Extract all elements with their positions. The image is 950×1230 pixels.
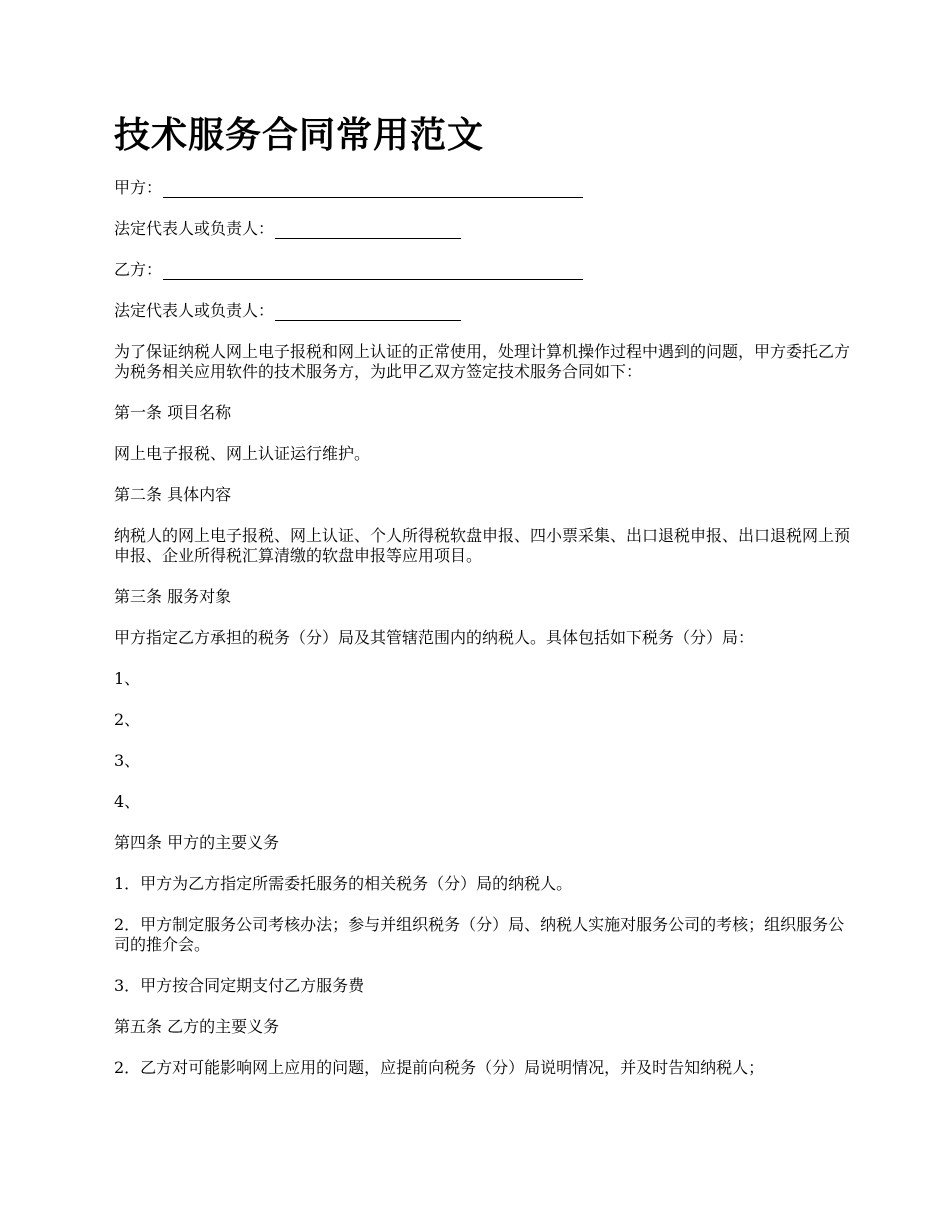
article4-item: 2．甲方制定服务公司考核办法；参与并组织税务（分）局、纳税人实施对服务公司的考核；组织服务公司的推介会。 xyxy=(114,915,845,954)
article4-item: 3．甲方按合同定期支付乙方服务费 xyxy=(114,976,365,995)
party-b-rep-label: 法定代表人或负责人： xyxy=(114,301,275,320)
party-a-rep-label: 法定代表人或负责人： xyxy=(114,219,275,238)
party-b-label: 乙方： xyxy=(114,260,163,279)
article1-heading: 第一条 项目名称 xyxy=(114,403,232,422)
article3-body: 甲方指定乙方承担的税务（分）局及其管辖范围内的纳税人。具体包括如下税务（分）局： xyxy=(114,628,755,647)
document-title: 技术服务合同常用范文 xyxy=(114,115,485,156)
party-a-field xyxy=(114,178,854,198)
article4-heading: 第四条 甲方的主要义务 xyxy=(114,833,280,852)
article5-heading: 第五条 乙方的主要义务 xyxy=(114,1017,280,1036)
party-a-label: 甲方： xyxy=(114,178,163,197)
party-a-blank xyxy=(163,181,583,198)
party-b-field xyxy=(114,260,854,280)
article2-heading: 第二条 具体内容 xyxy=(114,485,232,504)
party-a-rep-blank xyxy=(275,222,461,239)
article3-list-item: 1、 xyxy=(114,669,141,688)
article3-list-item: 2、 xyxy=(114,710,141,729)
article3-list-item: 4、 xyxy=(114,792,141,811)
article5-item: 2．乙方对可能影响网上应用的问题，应提前向税务（分）局说明情况，并及时告知纳税人； xyxy=(114,1058,765,1077)
article4-item: 1．甲方为乙方指定所需委托服务的相关税务（分）局的纳税人。 xyxy=(114,874,573,893)
article3-heading: 第三条 服务对象 xyxy=(114,587,232,606)
party-b-blank xyxy=(163,263,583,280)
article2-body: 纳税人的网上电子报税、网上认证、个人所得税软盘申报、四小票采集、出口退税申报、出口退税网上预申报、企业所得税汇算清缴的软盘申报等应用项目。 xyxy=(114,526,851,565)
document-page xyxy=(114,112,854,1099)
article3-list-item: 3、 xyxy=(114,751,141,770)
party-b-rep-blank xyxy=(275,304,461,321)
intro-paragraph: 为了保证纳税人网上电子报税和网上认证的正常使用，处理计算机操作过程中遇到的问题，甲方委托乙方为税务相关应用软件的技术服务方，为此甲乙双方签定技术服务合同如下： xyxy=(114,342,851,381)
party-a-rep-field xyxy=(114,219,854,239)
article1-body: 网上电子报税、网上认证运行维护。 xyxy=(114,444,371,463)
party-b-rep-field xyxy=(114,301,854,321)
